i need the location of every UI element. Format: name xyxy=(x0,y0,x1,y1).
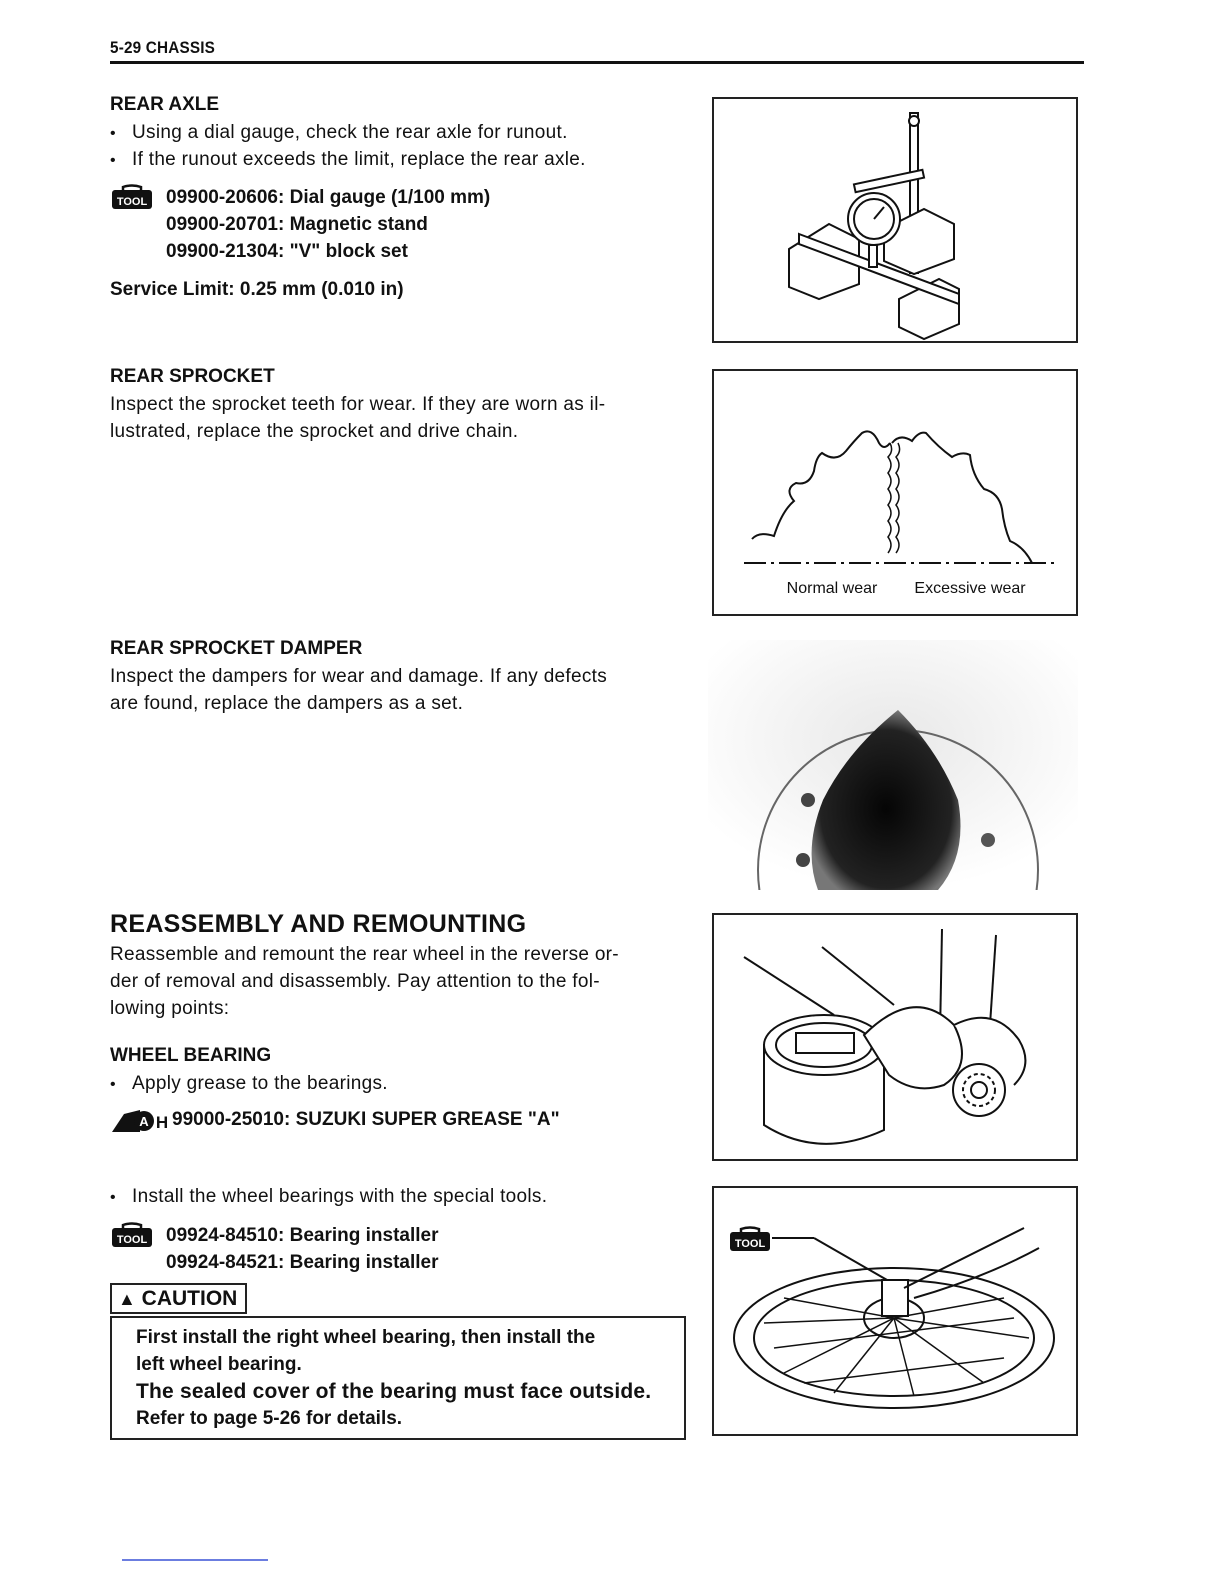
rear-axle-tool-1: 09900-20606: Dial gauge (1/100 mm) xyxy=(166,187,491,208)
header-rule xyxy=(110,61,1084,64)
rear-axle-bullet-1: • Using a dial gauge, check the rear axle for runout. xyxy=(110,119,568,147)
rear-axle-title: REAR AXLE xyxy=(110,94,220,115)
reassembly-title: REASSEMBLY AND REMOUNTING xyxy=(110,910,527,938)
damper-line-2: are found, replace the dampers as a set. xyxy=(110,693,464,714)
wheel-bearing-bullet-2: • Install the wheel bearings with the special tools. xyxy=(110,1183,547,1211)
caution-box xyxy=(110,1316,686,1440)
bearing-tools xyxy=(110,1222,439,1276)
rear-axle-tools xyxy=(110,184,490,265)
figure-dial-gauge xyxy=(712,97,1078,343)
grease-icon-suffix: H xyxy=(155,1113,169,1132)
rear-sprocket-line-1: Inspect the sprocket teeth for wear. If they are worn as il- xyxy=(110,394,606,415)
rear-axle-tool-3: 09900-21304: "V" block set xyxy=(166,241,408,262)
caution-line-2: left wheel bearing. xyxy=(136,1354,302,1375)
bearing-tool-2: 09924-84521: Bearing installer xyxy=(166,1252,439,1273)
wheel-bearing-bullet-1: • Apply grease to the bearings. xyxy=(110,1070,388,1098)
caution-label: ▲ CAUTION xyxy=(110,1283,247,1314)
tool-icon-text: TOOL xyxy=(734,1238,766,1250)
caution-line-3: The sealed cover of the bearing must face outside. xyxy=(136,1380,652,1403)
tool-icon xyxy=(110,184,154,210)
dial-gauge-illustration xyxy=(714,99,1076,341)
tool-icon-text: TOOL xyxy=(116,1234,148,1246)
figure-bearing-installer xyxy=(712,1186,1078,1436)
warning-icon: ▲ xyxy=(118,1289,136,1309)
reassembly-line-2: der of removal and disassembly. Pay attention to the fol- xyxy=(110,971,600,992)
grease-row xyxy=(110,1106,560,1134)
tool-icon xyxy=(110,1222,154,1248)
bearing-tool-1: 09924-84510: Bearing installer xyxy=(166,1225,439,1246)
rear-axle-tool-2: 09900-20701: Magnetic stand xyxy=(166,214,428,235)
rear-sprocket-line-2: lustrated, replace the sprocket and drive chain. xyxy=(110,421,519,442)
rear-axle-bullet-2: • If the runout exceeds the limit, replace the rear axle. xyxy=(110,146,586,174)
wheel-bearing-title: WHEEL BEARING xyxy=(110,1045,272,1066)
footer-rule xyxy=(122,1559,268,1561)
rear-axle-service-limit: Service Limit: 0.25 mm (0.010 in) xyxy=(110,279,404,300)
caution-line-1: First install the right wheel bearing, then install the xyxy=(136,1327,596,1348)
rear-sprocket-title: REAR SPROCKET xyxy=(110,366,275,387)
normal-wear-label: Normal wear xyxy=(786,580,878,597)
figure-grease-bearing xyxy=(712,913,1078,1161)
reassembly-line-1: Reassemble and remount the rear wheel in the reverse or- xyxy=(110,944,619,965)
grease-icon-letter: A xyxy=(139,1114,149,1129)
sprocket-wear-illustration xyxy=(714,371,1076,614)
figure-sprocket-wear xyxy=(712,369,1078,616)
damper-line-1: Inspect the dampers for wear and damage. If any defects xyxy=(110,666,608,687)
figure-damper-photo xyxy=(708,640,1078,890)
grease-bearing-illustration xyxy=(714,915,1076,1159)
excessive-wear-label: Excessive wear xyxy=(914,580,1026,597)
bearing-installer-illustration xyxy=(714,1188,1076,1434)
tool-icon-text: TOOL xyxy=(116,196,148,208)
grease-spec: 99000-25010: SUZUKI SUPER GREASE "A" xyxy=(172,1109,560,1130)
damper-title: REAR SPROCKET DAMPER xyxy=(110,638,363,659)
page-header: 5-29 CHASSIS xyxy=(110,38,216,57)
damper-photo-image xyxy=(708,640,1078,890)
caution-line-4: Refer to page 5-26 for details. xyxy=(136,1408,403,1429)
reassembly-line-3: lowing points: xyxy=(110,998,230,1019)
grease-icon xyxy=(110,1106,170,1134)
